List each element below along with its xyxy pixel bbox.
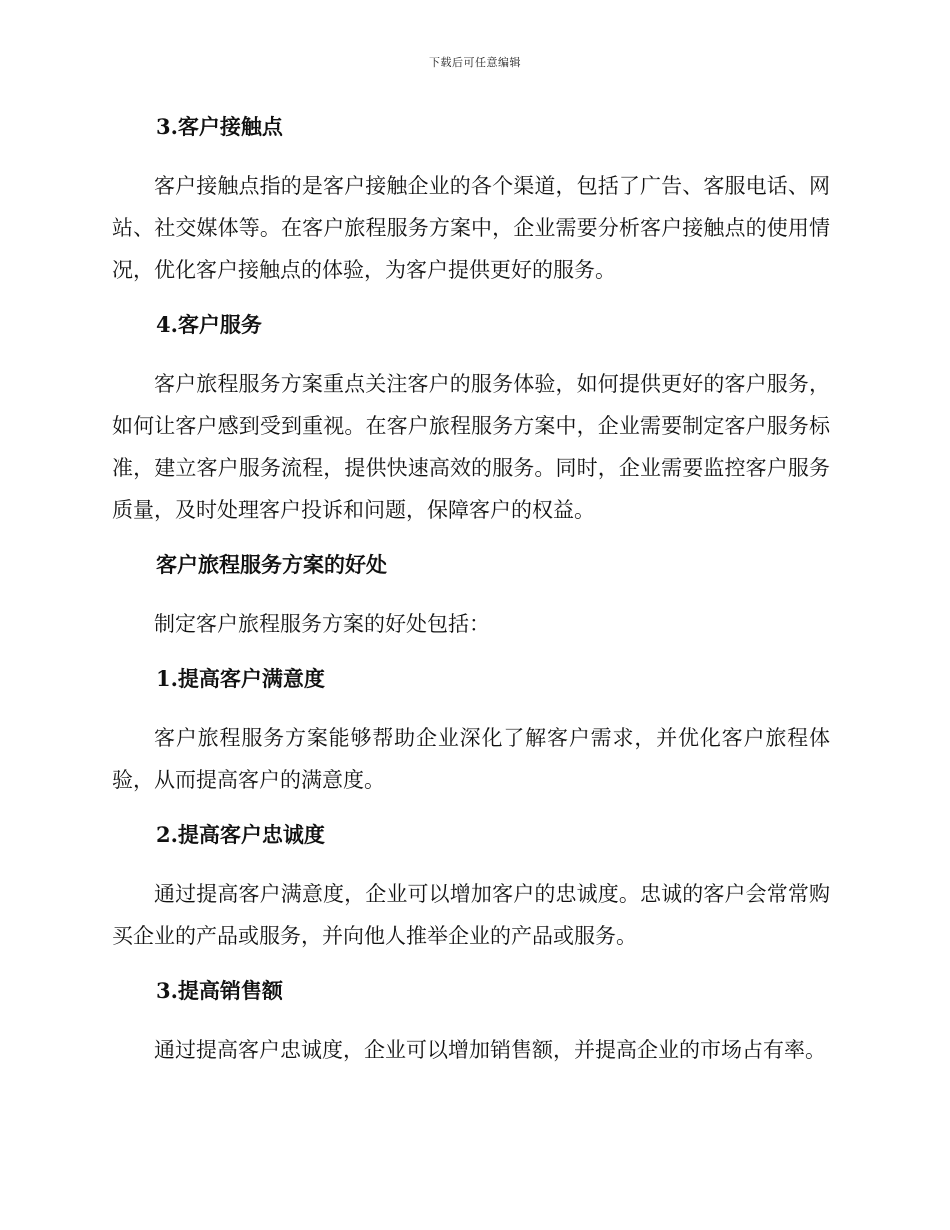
section-paragraph: 制定客户旅程服务方案的好处包括： [154, 612, 490, 636]
section-heading: 4.客户服务 [156, 312, 262, 337]
section-paragraph: 通过提高客户忠诚度，企业可以增加销售额，并提高企业的市场占有率。 [154, 1038, 826, 1062]
section-heading: 2.提高客户忠诚度 [156, 822, 325, 847]
section-paragraph: 客户旅程服务方案重点关注客户的服务体验，如何提供更好的客户服务，如何让客户感到受到重视。在客户旅程服务方案中，企业需要制定客户服务标准，建立客户服务流程，提供快速高效的服务。同时，企业需要监控客户服务质量，及时处理客户投诉和问题，保障客户的权益。 [112, 372, 830, 522]
section-paragraph: 客户接触点指的是客户接触企业的各个渠道，包括了广告、客服电话、网站、社交媒体等。在客户旅程服务方案中，企业需要分析客户接触点的使用情况，优化客户接触点的体验，为客户提供更好的服务。 [112, 174, 830, 282]
document-body [112, 112, 830, 1071]
section-paragraph: 客户旅程服务方案能够帮助企业深化了解客户需求，并优化客户旅程体验，从而提高客户的满意度。 [112, 726, 830, 792]
section-heading: 客户旅程服务方案的好处 [156, 552, 387, 577]
section-heading: 3.提高销售额 [156, 978, 283, 1003]
header-note: 下载后可任意编辑 [429, 56, 521, 69]
section-heading: 3.客户接触点 [156, 114, 283, 139]
section-paragraph: 通过提高客户满意度，企业可以增加客户的忠诚度。忠诚的客户会常常购买企业的产品或服务，并向他人推举企业的产品或服务。 [112, 882, 830, 948]
section-heading: 1.提高客户满意度 [156, 666, 325, 691]
